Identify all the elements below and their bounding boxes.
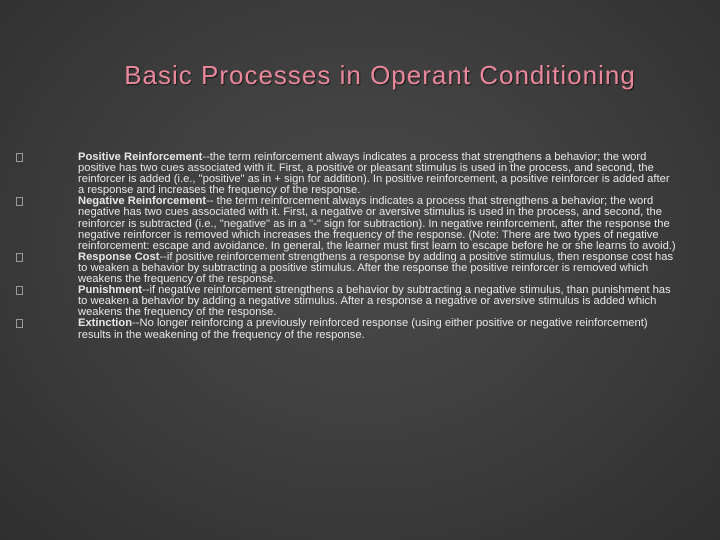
square-bullet-icon bbox=[16, 319, 23, 328]
list-item bbox=[78, 252, 678, 285]
bullet-text: --the term reinforcement always indicates a process that strengthens a behavior; the word positive has two cues associated with it. First, a positive or pleasant stimulus is used in the process, and second, the reinforcer is added (i.e., "positive" as in + sign for addition). In positive reinforcement, a positive reinforcer is added after a response and increases the frequency of the response. bbox=[78, 151, 670, 197]
bullet-text: --if negative reinforcement strengthens a behavior by subtracting a negative stimulus, than punishment has to weaken a behavior by adding a negative stimulus. After a response a negative or aversive stimulus is added which weakens the frequency of the response. bbox=[78, 284, 671, 319]
bullet-term: Negative Reinforcement bbox=[78, 195, 207, 208]
square-bullet-icon bbox=[16, 253, 23, 262]
square-bullet-icon bbox=[16, 153, 23, 162]
list-item bbox=[78, 152, 678, 196]
bullet-term: Response Cost bbox=[78, 250, 160, 263]
bullet-list bbox=[78, 152, 678, 341]
bullet-term: Positive Reinforcement bbox=[78, 151, 203, 163]
list-item bbox=[78, 285, 678, 318]
bullet-term: Punishment bbox=[78, 284, 143, 297]
bullet-text: --if positive reinforcement strengthens a response by adding a positive stimulus, then response cost has to weaken a behavior by subtracting a positive stimulus. After the response the positive reinforcer is removed which weakens the frequency of the response. bbox=[78, 250, 674, 286]
list-item bbox=[78, 318, 678, 340]
bullet-text: -- the term reinforcement always indicates a process that strengthens a behavior; the word negative has two cues associated with it. First, a negative or aversive stimulus is used in the process, and second, the reinforcer is subtracted (i.e., "negative" as in a "-" sign for subtraction). In negative reinforcement, after the response the negative reinforcer is removed which increases the frequency of the response. (Note: There are two types of negative reinforcement: escape and avoidance. In general, the learner must first learn to escape before he or she learns to avoid.) bbox=[78, 195, 676, 252]
slide-title: Basic Processes in Operant Conditioning bbox=[124, 60, 636, 90]
square-bullet-icon bbox=[16, 286, 23, 295]
bullet-term: Extinction bbox=[78, 317, 133, 330]
list-item bbox=[78, 196, 678, 251]
bullet-text: --No longer reinforcing a previously reinforced response (using either positive or negative reinforcement) results in the weakening of the frequency of the response. bbox=[78, 317, 648, 341]
square-bullet-icon bbox=[16, 197, 23, 206]
